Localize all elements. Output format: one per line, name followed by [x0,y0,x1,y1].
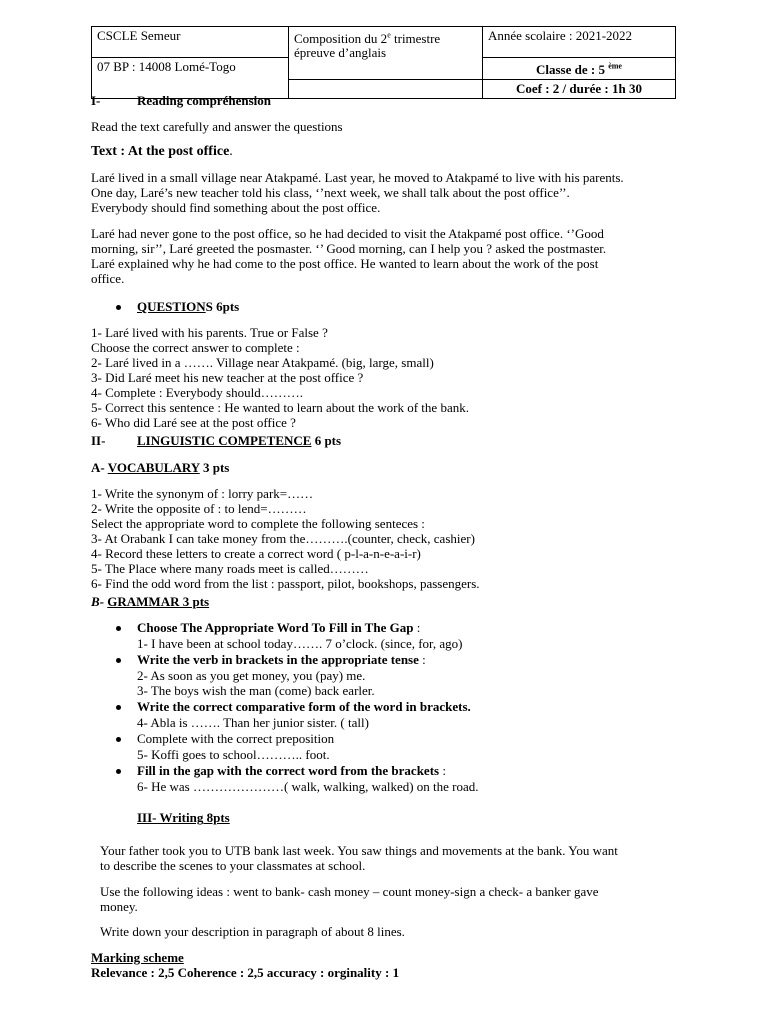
marking-scheme-title: Marking scheme [91,950,184,965]
exam-cell [289,27,483,80]
grammar-question: 4- Abla is ……. Than her junior sister. ( tall) [137,715,369,730]
bullet-icon [116,769,121,774]
bullet-icon [116,626,121,631]
exam-cell-bottom [289,80,483,99]
vocabulary-list [91,486,480,591]
writing-heading: III- Writing 8pts [137,810,230,825]
header-table [91,26,676,99]
grammar-instruction: Write the correct comparative form of the word in brackets. [137,699,471,714]
vocab-item: 1- Write the synonym of : lorry park=…… [91,486,314,501]
vocabulary-heading: A- VOCABULARY 3 pts [91,460,230,475]
section2-number: II- [91,433,106,448]
school-name: CSCLE Semeur [97,28,181,43]
section1-title: Reading compréhension [137,93,271,108]
vocab-item: 3- At Orabank I can take money from the……….(counter, check, cashier) [91,531,475,546]
class-label: Classe de : 5 $^{ème}$ [536,62,622,78]
question-item: 6- Who did Laré see at the post office ? [91,415,296,430]
exam-title: Composition du 2e trimestre [294,31,441,47]
question-item: 4- Complete : Everybody should………. [91,385,303,400]
writing-paragraph-3: Write down your description in paragraph of about 8 lines. [100,924,405,939]
grammar-instruction: Write the verb in brackets in the appropriate tense : [137,652,426,667]
bullet-icon [116,305,121,310]
grammar-question: 1- I have been at school today……. 7 o’clock. (since, for, ago) [137,636,463,651]
coef-label: Coef : 2 / durée : 1h 30 [515,81,642,97]
grammar-instruction: Complete with the correct preposition [137,731,335,746]
question-item: 5- Correct this sentence : He wanted to learn about the work of the bank. [91,400,469,415]
class-cell [483,58,676,80]
grammar-heading: B- GRAMMAR 3 pts [91,594,210,609]
vocab-item: 6- Find the odd word from the list : passport, pilot, bookshops, passengers. [91,576,480,591]
grammar-question: 2- As soon as you get money, you (pay) me. [137,668,366,683]
section2-title: LINGUISTIC COMPETENCE 6 pts [137,433,342,448]
section1-number: I- [91,93,101,108]
school-cell [92,27,289,58]
grammar-question: 6- He was …………………( walk, walking, walked) on the road. [137,779,479,794]
question-item: 2- Laré lived in a ……. Village near Atakpamé. (big, large, small) [91,355,434,370]
grammar-question: 3- The boys wish the man (come) back earler. [137,683,375,698]
text-title: Text : At the post office. [91,144,233,159]
text-paragraph-2: Laré had never gone to the post office, so he had decided to visit the Atakpamé post office. ‘’Good morning, sir’’, Laré greeted the posmaster. ‘’ Good morning, can I help you ? asked the postmaster. Laré explained why he had come to the post office. He wanted to learn about the work of the post office. [91,226,607,286]
year-cell [483,27,676,58]
bullet-icon [116,658,121,663]
school-address: 07 BP : 14008 Lomé-Togo [97,59,236,74]
vocab-item: 5- The Place where many roads meet is called……… [91,561,369,576]
exam-subject: épreuve d’anglais [294,45,387,61]
question-item: 1- Laré lived with his parents. True or False ? [91,325,328,340]
vocab-item: Select the appropriate word to complete the following senteces : [91,516,425,531]
writing-paragraph-2: Use the following ideas : went to bank- cash money – count money-sign a check- a banker gave money. [100,884,599,914]
grammar-question: 5- Koffi goes to school……….. foot. [137,747,330,762]
questions-list [91,325,469,430]
vocab-item: 2- Write the opposite of : to lend=……… [91,501,307,516]
reading-instruction: Read the text carefully and answer the questions [91,119,343,134]
text-paragraph-1: Laré lived in a small village near Atakpamé. Last year, he moved to Atakpamé to live with his parents. One day, Laré’s new teacher told his class, ‘’next week, we shall talk about the post office’’. Everybody should find something about the post office. [91,170,624,215]
school-year: Année scolaire : 2021-2022 [488,28,633,43]
bullet-icon [116,737,121,742]
bullet-icon [116,705,121,710]
writing-paragraph-1: Your father took you to UTB bank last week. You saw things and movements at the bank. You want to describe the scenes to your classmates at school. [100,843,618,873]
vocab-item: 4- Record these letters to create a correct word ( p-l-a-n-e-a-i-r) [91,546,421,561]
question-item: Choose the correct answer to complete : [91,340,300,355]
grammar-instruction: Choose The Appropriate Word To Fill in The Gap : [137,620,421,635]
questions-heading: QUESTIONS 6pts [137,299,240,314]
grammar-instruction: Fill in the gap with the correct word from the brackets : [137,763,446,778]
marking-scheme: Relevance : 2,5 Coherence : 2,5 accuracy : orginality : 1 [91,965,400,980]
coef-cell [483,80,676,99]
question-item: 3- Did Laré meet his new teacher at the post office ? [91,370,364,385]
